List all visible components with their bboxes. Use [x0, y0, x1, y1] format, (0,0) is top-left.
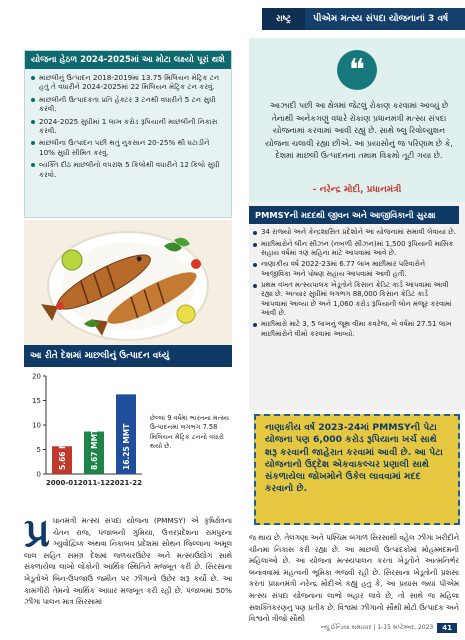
- goal-item: 2024-2025 સુધીમાં 1 લાખ કરોડ રૂપિયાની માછલીની નિકાસ કરવી.: [31, 117, 225, 136]
- x-tick-label: 2000-01: [45, 479, 79, 487]
- chart-note: છેલ્લાં 9 વર્ષમાં ભારતના મત્સ્ય ઉત્પાદનમાં લગભગ 7.58 મિલિયન મેટ્રિક ટનનો વધારો થયો છે.: [150, 414, 230, 451]
- chart-title: આ રીતે દેશમાં માછલીનું ઉત્પાદન વધ્યું: [24, 345, 232, 367]
- pmmsy-item: માછીમારો માટે 3, 5 લાખનું જૂથ વીમા કવરેજ, બે વર્ષમાં 27.51 લાખ માછીમારોને વીમો કરવામાં આવ્યો.: [252, 320, 456, 338]
- bar-value-label: 16.25 MMT: [122, 423, 131, 470]
- grilled-fish-photo: [24, 220, 232, 345]
- y-tick-label: 15: [32, 397, 41, 405]
- goal-item: માછલીની ઉત્પાદકતા પ્રતિ હેક્ટર 3 ટનથી વધારીને 5 ટન સુધી કરવી.: [31, 95, 225, 114]
- bar-value-label: 8.67 MMT: [90, 428, 99, 470]
- pmmsy-item: માછીમારોને લીન સીઝન (નબળી સીઝન)માં 1,500 રૂપિયાની માસિક સહાય વર્ષમાં ત્રણ મહિના માટે આપવામાં આવે છે.: [252, 240, 456, 258]
- x-tick-label: 2021-22: [109, 479, 143, 487]
- dropcap: પ્ર: [24, 509, 50, 556]
- pmmsy-list: [252, 228, 456, 341]
- body-text-left: ધાનમંત્રી મત્સ્ય સંપદા યોજના (PMMSY) એ કૃષિક્ષેત્રના ચેતન રાજ, પંજાબની ગુમિયા, ઉત્તરપ્રદેશના રામપુરના ગ્યુવોદ્વિષ્ક અથવા નિકાબવ પ્રદેશમાં સોથન જિલ્લાના અમૂલ લાલ સહિત સમગ્ર દેશમાં જળચરઉછેર અને મત્સ્યઉદ્યોગ સાથે સંકળાયેલા લાખો લોકોની આર્થિક સ્થિતિને મજબૂત કરી છે. સિરસાના ખેડૂતોએ બિન-ઉપજાઉ જમીન પર ઝીંગાનો ઉછેર શરૂ કર્યો છે. આ કામગીરી તેમનો આર્થિક આધાર મજબૂત કરી રહી છે. પંજાબમાં 50% ઝીંગા પાલન માત્ર સિરસામાં: [24, 516, 232, 607]
- highlight-box: [254, 414, 460, 525]
- footer-publication: ન્યૂ ઈન્ડિયા સમાચાર | 1-15 સપ્ટેમ્બર, 2023: [321, 624, 434, 631]
- goals-box: [24, 50, 232, 218]
- goal-item: માછલીનું ઉત્પાદન 2018-2019માં 13.75 મિલિયન મેટ્રિક ટન હતું તે વધારીને 2024-2025માં 22 મિલિયન મેટ્રિક ટન કરવું.: [31, 73, 225, 92]
- pmmsy-title: PMMSYની મદદથી જીવન અને આજીવિકાની સુરક્ષા: [249, 206, 459, 224]
- quote-author: - નરેન્દ્ર મોદી, પ્રધાનમંત્રી: [312, 185, 402, 195]
- x-tick-label: 2011-12: [77, 479, 111, 487]
- y-tick-label: 0: [36, 470, 41, 479]
- quote-mark-icon: ❝: [337, 50, 377, 90]
- page-header-title: પીએમ મત્સ્ય સંપદા યોજનાનાં 3 વર્ષ: [305, 8, 465, 30]
- y-tick-label: 20: [32, 372, 41, 381]
- body-column-right: [249, 532, 459, 625]
- footer: [321, 622, 457, 634]
- pmmsy-item: પ્રથમ વખત મત્સ્યપાલક ખેડૂતોને કિસાન ક્રેડિટ કાર્ડ આપવામાં આવી રહ્યા છે. અત્યાર સુધીમાં લગભગ 88,000 કિસાન ક્રેડિટ કાર્ડ આપવામાં આવ્યા છે અને 1,060 કરોડ રૂપિયાની લોન મંજૂર કરવામાં આવી છે.: [252, 281, 456, 318]
- fish-plate-illustration: [24, 220, 232, 345]
- body-text-right: જ થાય છે. તેલંગણા અને પશ્ચિમ બંગાળ સિરસાથી વહેલ ઝીંગા ખરીદીને ચીનમાં નિકાસ કરી રહ્યા છે. આ માછલી ઉત્પાદકોમાં મોહમ્મદમની મહિલાઓ છે. આ યોજના મત્સ્યપાલન કરતા ખેડૂતોને આત્મનિર્ભર બનાવવામાં મહત્વની ભૂમિકા ભજવી રહી છે. સિરસાના ખેડૂતોની પ્રશંસા કરતાં પ્રધાનમંત્રી નરેન્દ્ર મોદીએ કહ્યું હતું કે, આ પ્રયાસ જ્યાં પીએમ મત્સ્ય સંપદા યોજનાના લાભો બહાર લાવે છે, તો સાથે જ મહિલા સશક્તિકરણનું પણ પ્રતીક છે. વિશ્વમાં ઝીંગાનો સૌથી મોટો ઉત્પાદક અને વિશ્વનો ત્રીજો સૌથી: [249, 533, 459, 624]
- y-tick-label: 5: [36, 446, 41, 454]
- highlight-text: નાણાકીય વર્ષ 2023-24માં PMMSYની પેટા યોજના પણ 6,000 કરોડ રૂપિયાના ખર્ચ સાથે શરૂ કરવાની જાહેરાત કરવામાં આવી છે. આ પેટા યોજનાનો ઉદ્દેશ એકવાકલ્ચર પ્રણાલી સાથે સંકળાયેલા જોખમોને ઉકેલ લાવવામાં મદદ કરવાનો છે.: [265, 422, 443, 495]
- quote-text: આઝાદી પછી આ ક્ષેત્રમાં જેટલું રોકાણ કરવામાં આવ્યું છે તેનાથી અનેકગણું વધારે રોકાણ પ્રધાનમંત્રી મત્સ્ય સંપદા યોજનામાં કરવામાં આવી રહ્યું છે. સાથે બ્લુ રિવોલ્યુશન યોજના ચલાવી રહ્યા છીએ. આ પ્રયાસોનું જ પરિણામ છે કે, દેશમાં માછલી ઉત્પાદનના તમામ વિક્રમો તૂટી ગયા છે.: [265, 101, 453, 160]
- pmmsy-item: 34 રાજ્યો અને કેન્દ્રશાસિત પ્રદેશોને આ યોજનામાં સમાવી લેવાયા છે.: [252, 228, 456, 237]
- page-number: 41: [437, 623, 457, 633]
- goal-item: વ્યક્તિ દીઠ માછલીનો વપરાશ 5 કિલોથી વધારીને 12 કિલો સુધી કરવો.: [31, 160, 225, 179]
- body-column-left: [24, 509, 232, 608]
- goals-list: [25, 69, 231, 179]
- goals-title: યોજના હેઠળ 2024-2025માં આ મોટા લક્ષ્યો પૂરાં થશે: [25, 51, 231, 69]
- y-tick-label: 10: [32, 421, 41, 430]
- fish-production-chart: [24, 370, 232, 495]
- pmmsy-item: નાણાકીય વર્ષ 2022-23માં 6.77 લાખ માછીમાર પરિવારોને આજીવિકા અને પોષણ સહાય આપવામાં આવી હતી.: [252, 260, 456, 278]
- goal-item: માછલીના ઉત્પાદન પછી થતું નુકસાન 20-25% થી ઘટાડીને 10% સુધી સીમિત કરવું.: [31, 138, 225, 157]
- bar-value-label: 5.66 MMT: [58, 428, 67, 470]
- section-label: રાષ્ટ્ર: [262, 8, 305, 30]
